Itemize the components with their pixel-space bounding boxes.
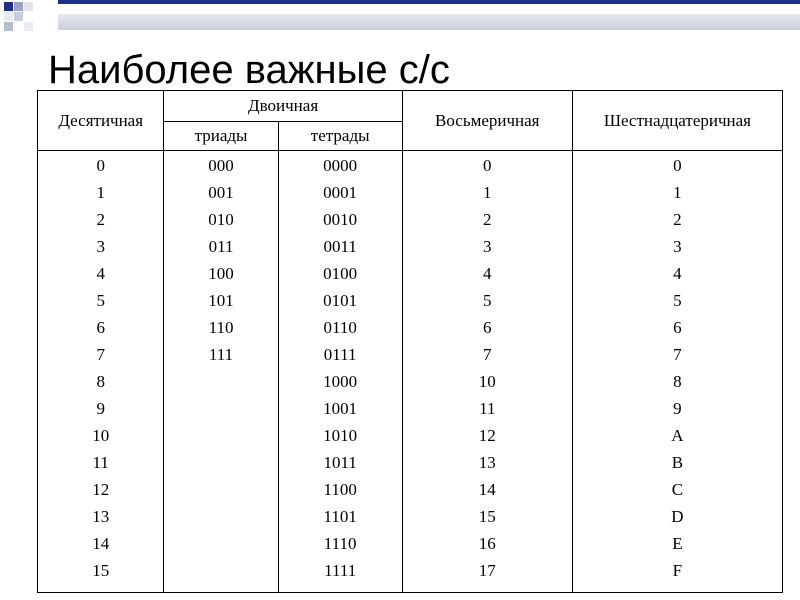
cell-value: 12 [478,426,496,445]
header-tetrads: тетрады [278,122,402,151]
column-octal [402,151,572,593]
cell-value: 2 [483,210,492,229]
deco-square [14,2,23,11]
cell-value: 1000 [323,372,358,391]
cell-value: 1011 [323,453,357,472]
cell-value: 8 [96,372,105,391]
cell-value: 10 [478,372,496,391]
cell-value: 7 [673,345,682,364]
cell-value: 9 [673,399,682,418]
cell-value: 6 [673,318,682,337]
header-bar-grey [58,14,800,30]
deco-square [14,12,23,21]
cell-value: 2 [673,210,682,229]
cell-value: 0010 [323,210,358,229]
cell-value: 4 [96,264,105,283]
cell-value: B [671,453,684,472]
cell-value: 1111 [324,561,357,580]
column-tetrads [278,151,402,593]
header-octal: Восьмеричная [402,91,572,151]
column-triads [164,151,278,593]
column-hex [572,151,782,593]
cell-value: 9 [96,399,105,418]
header-binary: Двоичная [164,91,402,122]
cell-value: 101 [208,291,234,310]
cell-value: 000 [208,156,234,175]
cell-value: 11 [92,453,109,472]
cell-value: D [671,507,684,526]
cell-value: 15 [92,561,110,580]
cell-value: 0100 [323,264,358,283]
cell-value: 17 [478,561,496,580]
cell-value: 010 [208,210,234,229]
cell-value: 001 [208,183,234,202]
cell-value: 110 [208,318,234,337]
deco-square [24,2,33,11]
cell-value: 1110 [323,534,357,553]
cell-value: 14 [92,534,110,553]
cell-value: 1 [96,183,105,202]
cell-value: 1 [483,183,492,202]
number-systems-table [37,90,783,593]
cell-value: 8 [673,372,682,391]
cell-value: 2 [96,210,105,229]
deco-square [4,22,13,31]
cell-value: 0 [673,156,682,175]
cell-value: F [672,561,683,580]
cell-value: 4 [483,264,492,283]
cell-value: 1001 [323,399,358,418]
cell-value: 11 [479,399,496,418]
cell-value: 0001 [323,183,358,202]
cell-value: 3 [673,237,682,256]
cell-value: 12 [92,480,110,499]
header-bar-blue [58,0,800,4]
header-triads: триады [164,122,278,151]
cell-value: 14 [478,480,496,499]
cell-value: 0 [96,156,105,175]
deco-square [24,22,33,31]
cell-value: 6 [483,318,492,337]
cell-value: 011 [208,237,234,256]
deco-square [4,2,13,11]
cell-value: A [671,426,684,445]
cell-value: 0011 [323,237,357,256]
cell-value: 1100 [323,480,357,499]
cell-value: 0101 [323,291,358,310]
cell-value: 0 [483,156,492,175]
column-decimal [38,151,164,593]
cell-value: 4 [673,264,682,283]
cell-value: 0110 [323,318,357,337]
cell-value: 3 [483,237,492,256]
slide-decoration [0,0,800,40]
cell-value: C [671,480,684,499]
slide-title: Наиболее важные с/с [48,48,450,92]
cell-value: 111 [208,345,234,364]
cell-value: 1101 [323,507,357,526]
cell-value: 0111 [323,345,357,364]
cell-value: 15 [478,507,496,526]
deco-square [4,12,13,21]
cell-value: 5 [96,291,105,310]
cell-value: 6 [96,318,105,337]
header-decimal: Десятичная [38,91,164,151]
cell-value: E [672,534,683,553]
cell-value: 0000 [323,156,358,175]
cell-value: 100 [208,264,234,283]
cell-value: 3 [96,237,105,256]
cell-value: 7 [483,345,492,364]
cell-value: 13 [92,507,110,526]
cell-value: 16 [478,534,496,553]
cell-value: 10 [92,426,110,445]
cell-value: 13 [478,453,496,472]
cell-value: 1010 [323,426,358,445]
cell-value: 5 [483,291,492,310]
cell-value: 7 [96,345,105,364]
header-hex: Шестнадцатеричная [572,91,782,151]
cell-value: 1 [673,183,682,202]
cell-value: 5 [673,291,682,310]
